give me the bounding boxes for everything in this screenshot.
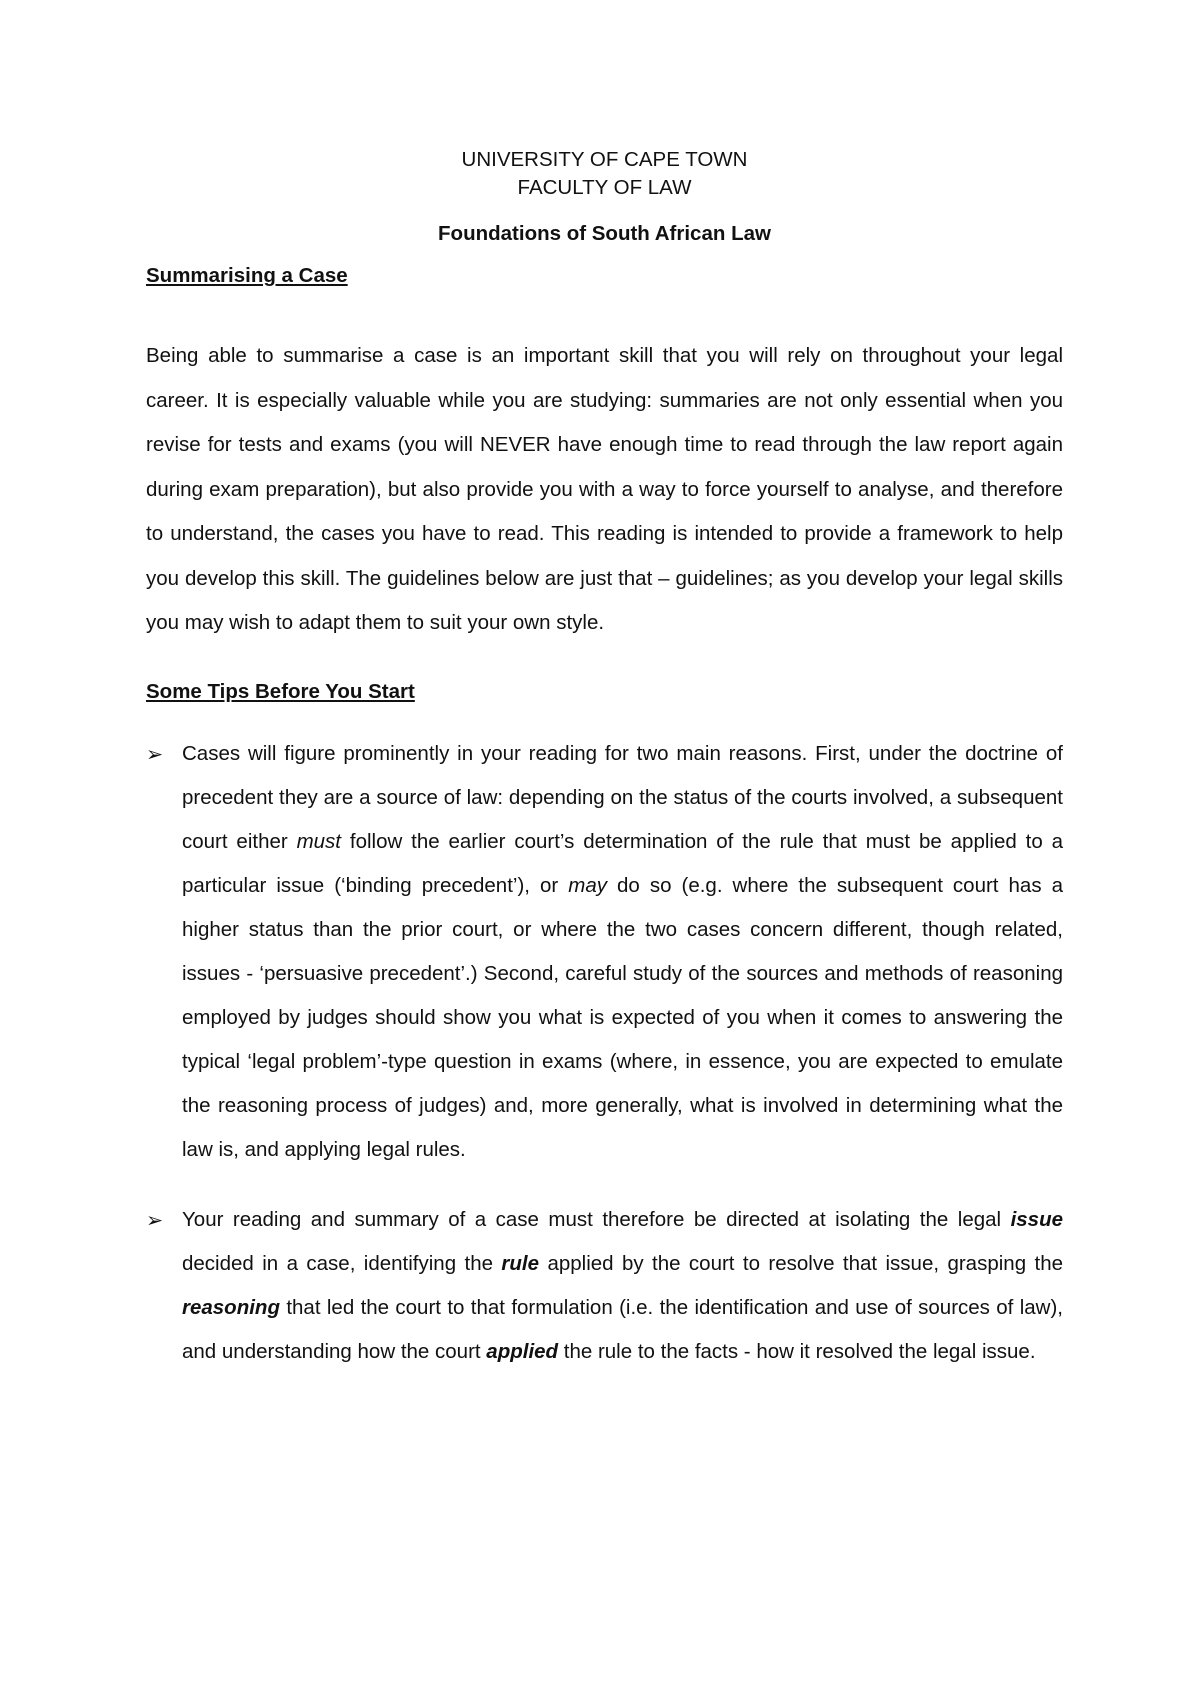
section-heading-summarising: Summarising a Case <box>146 264 348 287</box>
emphasis-issue: issue <box>1010 1207 1063 1231</box>
emphasis-reasoning: reasoning <box>182 1295 280 1319</box>
faculty-name: FACULTY OF LAW <box>517 176 692 199</box>
bullet-text: Your reading and summary of a case must therefore be directed at isolating the legal <box>182 1207 1011 1231</box>
section-heading-tips: Some Tips Before You Start <box>146 679 415 703</box>
list-item <box>146 732 1063 1172</box>
university-name: UNIVERSITY OF CAPE TOWN <box>461 148 748 171</box>
bullet-text: the rule to the facts - how it resolved the legal issue. <box>558 1339 1036 1363</box>
bullet-text: applied by the court to resolve that issue, grasping the <box>539 1251 1063 1275</box>
intro-paragraph: Being able to summarise a case is an important skill that you will rely on throughout your legal career. It is especially valuable while you are studying: summaries are not only essential when you revise for tests and exams (you will NEVER have enough time to read through the law report again during exam preparation), but also provide you with a way to force yourself to analyse, and therefore to understand, the cases you have to read. This reading is intended to provide a framework to help you develop this skill. The guidelines below are just that – guidelines; as you develop your legal skills you may wish to adapt them to suit your own style. <box>146 344 1063 634</box>
bullet-text: follow the earlier court’s determination of the rule that must be applied to a particular issue (‘binding precedent’), or <box>182 829 1063 897</box>
bullet-text: that led the court to that formulation (i.e. the identification and use of sources of law), and understanding how the court <box>182 1295 1063 1363</box>
arrowhead-bullet-icon: ➢ <box>146 741 164 766</box>
emphasis-may: may <box>568 873 607 897</box>
emphasis-applied: applied <box>486 1339 559 1363</box>
emphasis-must: must <box>296 829 342 853</box>
tips-list <box>146 732 1063 1374</box>
bullet-text: do so (e.g. where the subsequent court has a higher status than the prior court, or where the two cases concern different, though related, issues - ‘persuasive precedent’.) Second, careful study of the sources and methods of reasoning employed by judges should show you what is expected of you when it comes to answering the typical ‘legal problem’-type question in exams (where, in essence, you are expected to emulate the reasoning process of judges) and, more generally, what is involved in determining what the law is, and applying legal rules. <box>182 873 1063 1161</box>
emphasis-rule: rule <box>501 1251 540 1275</box>
bullet-text: decided in a case, identifying the <box>182 1251 502 1275</box>
arrowhead-bullet-icon: ➢ <box>146 1207 164 1232</box>
list-item <box>146 1198 1063 1374</box>
course-title: Foundations of South African Law <box>438 222 771 245</box>
bullet-text: Cases will figure prominently in your reading for two main reasons. First, under the doctrine of precedent they are a source of law: depending on the status of the courts involved, a subsequent court either <box>182 741 1063 853</box>
